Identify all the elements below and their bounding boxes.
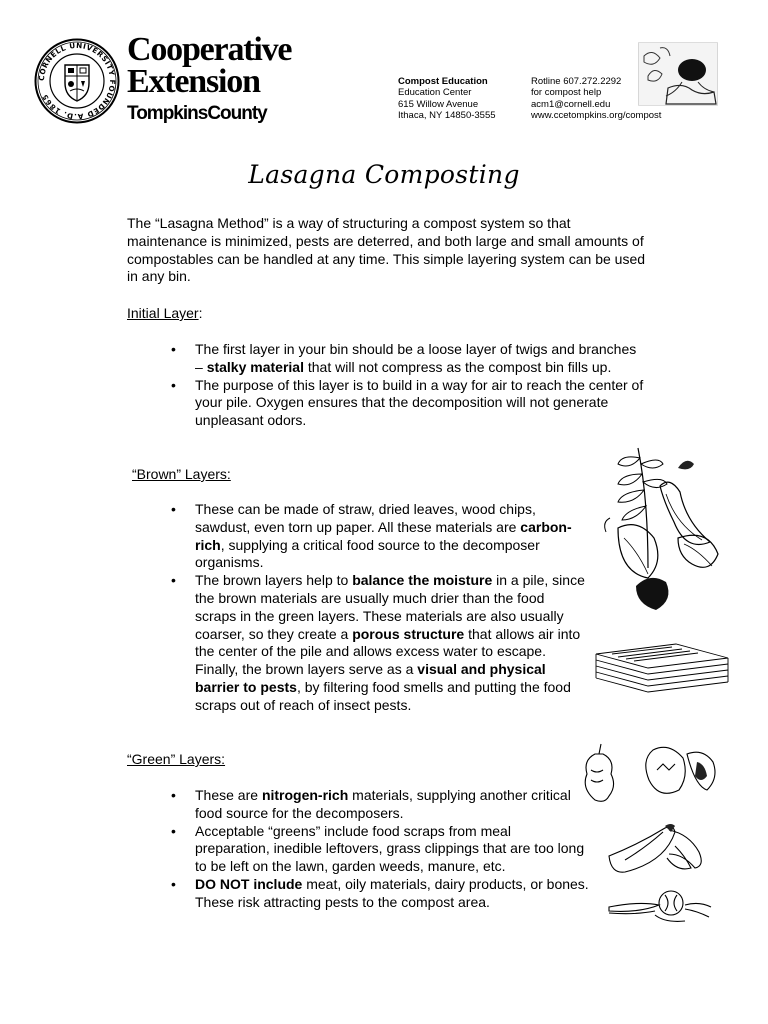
- bold-term: DO NOT include: [195, 875, 303, 892]
- heading-green-text: “Green” Layers:: [127, 751, 226, 767]
- contact-website-link[interactable]: www.ccetompkins.org/compost: [531, 110, 662, 122]
- heading-initial-colon: :: [198, 305, 203, 321]
- bold-term: balance the moisture: [352, 572, 493, 589]
- bullet-text: meat, oily materials, dairy products, or bones. These risk attracting pests to the compost area.: [195, 875, 589, 910]
- bullet-text: The purpose of this layer is to build in a way for air to reach the center of your pile. Oxygen ensures that the decomposition will not generate unpleasant odors.: [195, 376, 644, 429]
- seal-text: CORNELL UNIVERSITY FOUNDED A.D. 1865: [36, 40, 118, 122]
- contact-email-link[interactable]: acm1@cornell.edu: [531, 98, 611, 110]
- bullet-dot: •: [171, 501, 176, 517]
- hands-compost-illustration: [638, 42, 718, 106]
- bullet-text: The first layer in your bin should be a loose layer of twigs and branches –: [195, 341, 637, 375]
- bullet-item: [127, 501, 589, 572]
- green-layer-list: [127, 787, 589, 912]
- brown-layer-list: [127, 501, 589, 715]
- contact-help: for compost help: [531, 87, 602, 99]
- bullet-dot: •: [171, 875, 176, 892]
- cornell-seal-logo: [34, 38, 120, 124]
- bullet-text: These are: [195, 787, 262, 803]
- initial-layer-list: [127, 341, 647, 430]
- bullet-item: [127, 876, 589, 912]
- bullet-text: in a pile, since the brown materials are usually much drier than the food scraps in the green layers. These materials are also usually coarser, so they create a: [195, 572, 585, 642]
- bullet-item: [127, 823, 589, 876]
- brand-name-line2: Extension: [127, 63, 260, 100]
- heading-initial-text: Initial Layer: [127, 305, 199, 321]
- bullet-text: Acceptable “greens” include food scraps from meal preparation, inedible leftovers, grass clippings that are too long to be left on the lawn, garden weeds, manure, etc.: [195, 822, 585, 875]
- bold-term: visual and physical barrier to pests: [195, 661, 546, 695]
- contact-city: Ithaca, NY 14850-3555: [398, 110, 496, 122]
- apple-core-eggshell-illustration: [575, 740, 725, 810]
- dried-leaves-illustration: [598, 438, 733, 618]
- bullet-text: , by filtering food smells and putting the food scraps out of reach of insect pests.: [195, 678, 571, 713]
- bullet-dot: •: [171, 341, 176, 357]
- page-title: Lasagna Composting: [248, 160, 520, 189]
- newspaper-stack-illustration: [592, 640, 732, 696]
- intro-paragraph: The “Lasagna Method” is a way of structuring a compost system so that maintenance is minimized, pests are deterred, and both large and small amounts of compostables can be handled at any time. This simple layering system can be used in any bin.: [127, 215, 646, 285]
- onion-scraps-illustration: [605, 885, 715, 930]
- contact-address-block: [398, 76, 496, 122]
- bullet-text: that allows air into the center of the pile and allows excess water to escape. Finally, the brown layers serve as a: [195, 625, 581, 678]
- brand-county: TompkinsCounty: [127, 103, 267, 124]
- bullet-item: [127, 377, 647, 430]
- bullet-text: The brown layers help to: [195, 572, 353, 589]
- bullet-text: , supplying a critical food source to the decomposer organisms.: [195, 536, 540, 571]
- bullet-dot: •: [171, 822, 176, 839]
- bold-term: porous structure: [352, 625, 465, 642]
- bullet-item: [127, 572, 589, 714]
- banana-peel-illustration: [605, 820, 715, 875]
- section-heading-green: [127, 751, 225, 767]
- bullet-text: These can be made of straw, dried leaves, wood chips, sawdust, even torn up paper. All these materials are: [195, 501, 536, 535]
- contact-rotline: Rotline 607.272.2292: [531, 76, 622, 87]
- bullet-text: that will not compress as the compost bin fills up.: [303, 358, 612, 375]
- bullet-text: materials, supplying another critical food source for the decomposers.: [195, 787, 571, 821]
- bullet-item: [127, 341, 647, 377]
- heading-brown-text: “Brown” Layers:: [132, 466, 231, 482]
- contact-center: Education Center: [398, 87, 472, 99]
- brand-name-line1: Cooperative: [127, 31, 292, 68]
- section-heading-brown: [132, 466, 231, 482]
- bullet-item: [127, 787, 589, 823]
- bullet-dot: •: [171, 376, 176, 393]
- section-heading-initial: [127, 305, 202, 321]
- bullet-dot: •: [171, 572, 176, 589]
- bold-term: nitrogen-rich: [261, 787, 349, 803]
- contact-org: Compost Education: [398, 76, 488, 87]
- bullet-dot: •: [171, 787, 176, 803]
- bold-term: carbon-rich: [195, 518, 572, 553]
- bold-term: stalky material: [206, 358, 304, 375]
- contact-street: 615 Willow Avenue: [398, 98, 479, 110]
